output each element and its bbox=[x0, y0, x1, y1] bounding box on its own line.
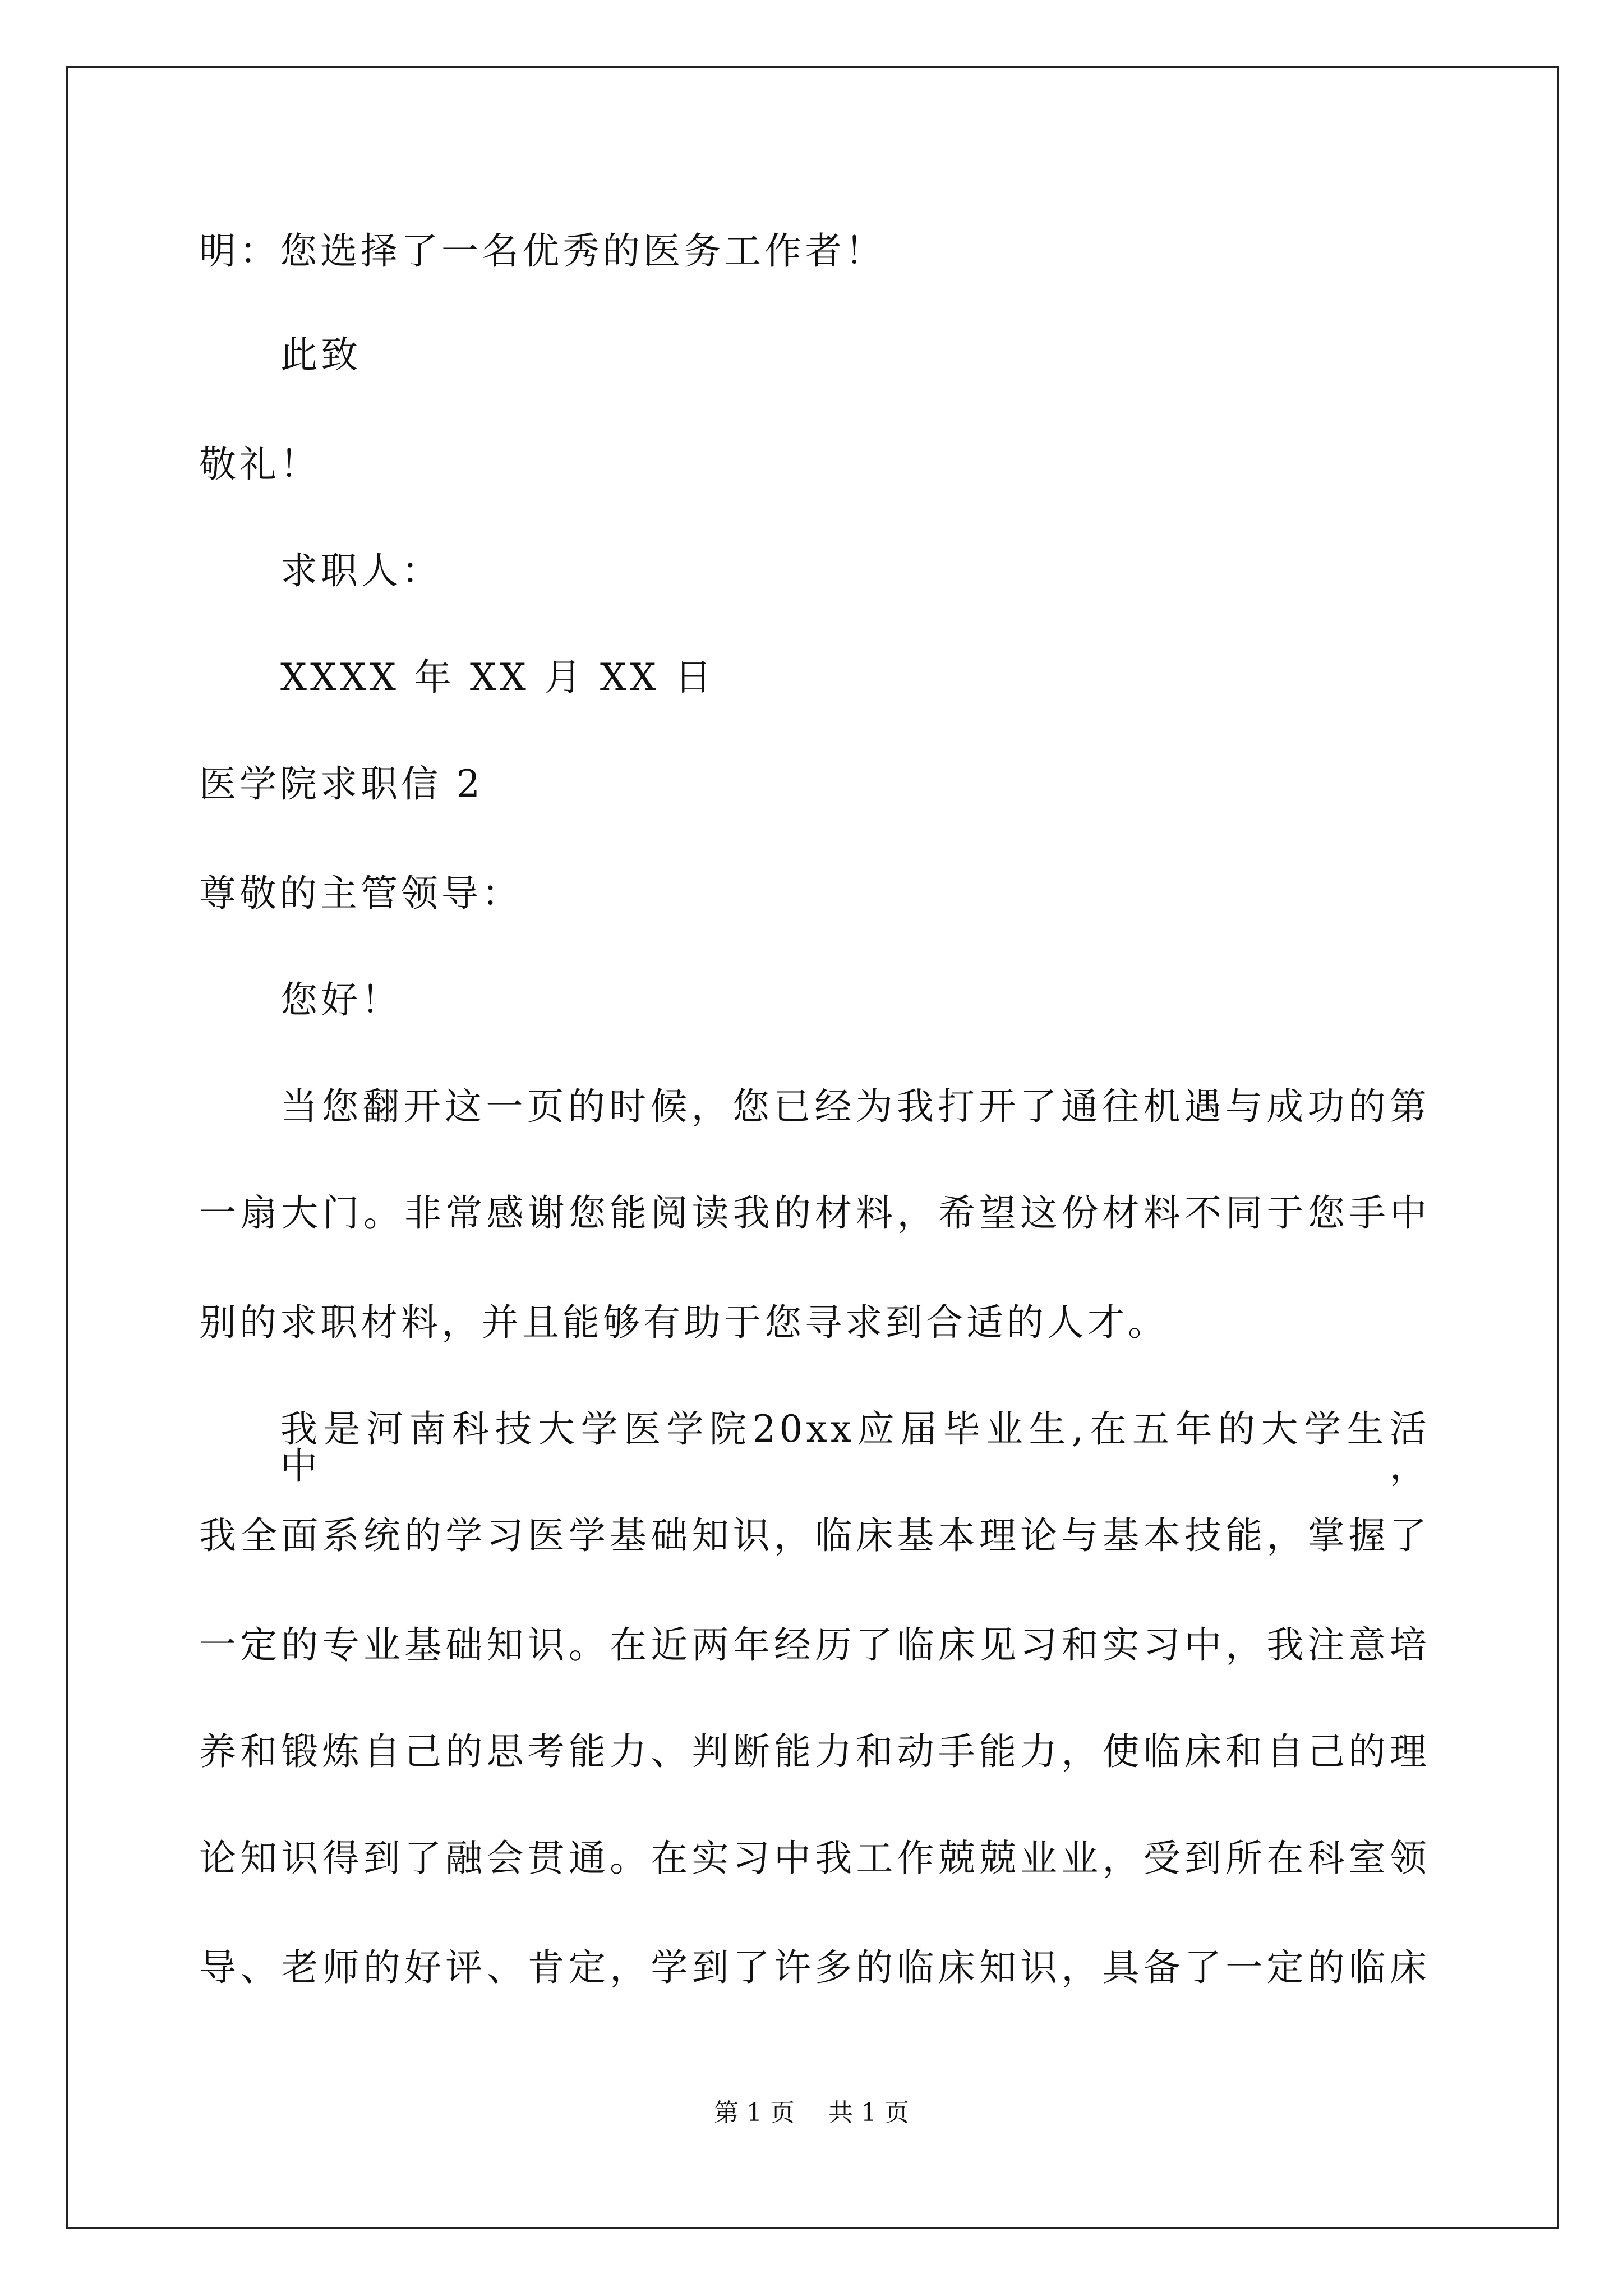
paragraph2-line: 论知识得到了融会贯通。在实习中我工作兢兢业业，受到所在科室领 bbox=[199, 1837, 1430, 1880]
paragraph2-line: 我是河南科技大学医学院20xx应届毕业生,在五年的大学生活中， bbox=[280, 1407, 1430, 1488]
hello-line: 您好！ bbox=[280, 978, 402, 1022]
letter-date: XXXX 年 XX 月 XX 日 bbox=[280, 656, 715, 699]
paragraph2-line: 我全面系统的学习医学基础知识，临床基本理论与基本技能，掌握了 bbox=[199, 1514, 1430, 1557]
section-title: 医学院求职信 2 bbox=[199, 762, 483, 806]
page-footer bbox=[0, 2101, 1623, 2125]
page-number: 第 1 页 bbox=[714, 2099, 795, 2127]
paragraph2-line: 导、老师的好评、肯定，学到了许多的临床知识，具备了一定的临床 bbox=[199, 1946, 1430, 1989]
page-total: 共 1 页 bbox=[828, 2099, 909, 2127]
paragraph1-line: 别的求职材料，并且能够有助于您寻求到合适的人才。 bbox=[199, 1301, 1168, 1344]
greeting: 尊敬的主管领导： bbox=[199, 872, 522, 915]
salutation-end: 此致 bbox=[280, 333, 361, 376]
paragraph1-line: 当您翻开这一页的时候，您已经为我打开了通往机遇与成功的第 bbox=[280, 1085, 1430, 1128]
letter-closing-line: 明：您选择了一名优秀的医务工作者！ bbox=[199, 229, 886, 273]
page-frame bbox=[66, 66, 1559, 2229]
paragraph2-line: 一定的专业基础知识。在近两年经历了临床见习和实习中，我注意培 bbox=[199, 1623, 1430, 1667]
respect-line: 敬礼！ bbox=[199, 443, 320, 486]
paragraph1-line: 一扇大门。非常感谢您能阅读我的材料，希望这份材料不同于您手中 bbox=[199, 1191, 1430, 1235]
paragraph2-line: 养和锻炼自己的思考能力、判断能力和动手能力，使临床和自己的理 bbox=[199, 1730, 1430, 1773]
applicant-label: 求职人： bbox=[280, 549, 442, 592]
